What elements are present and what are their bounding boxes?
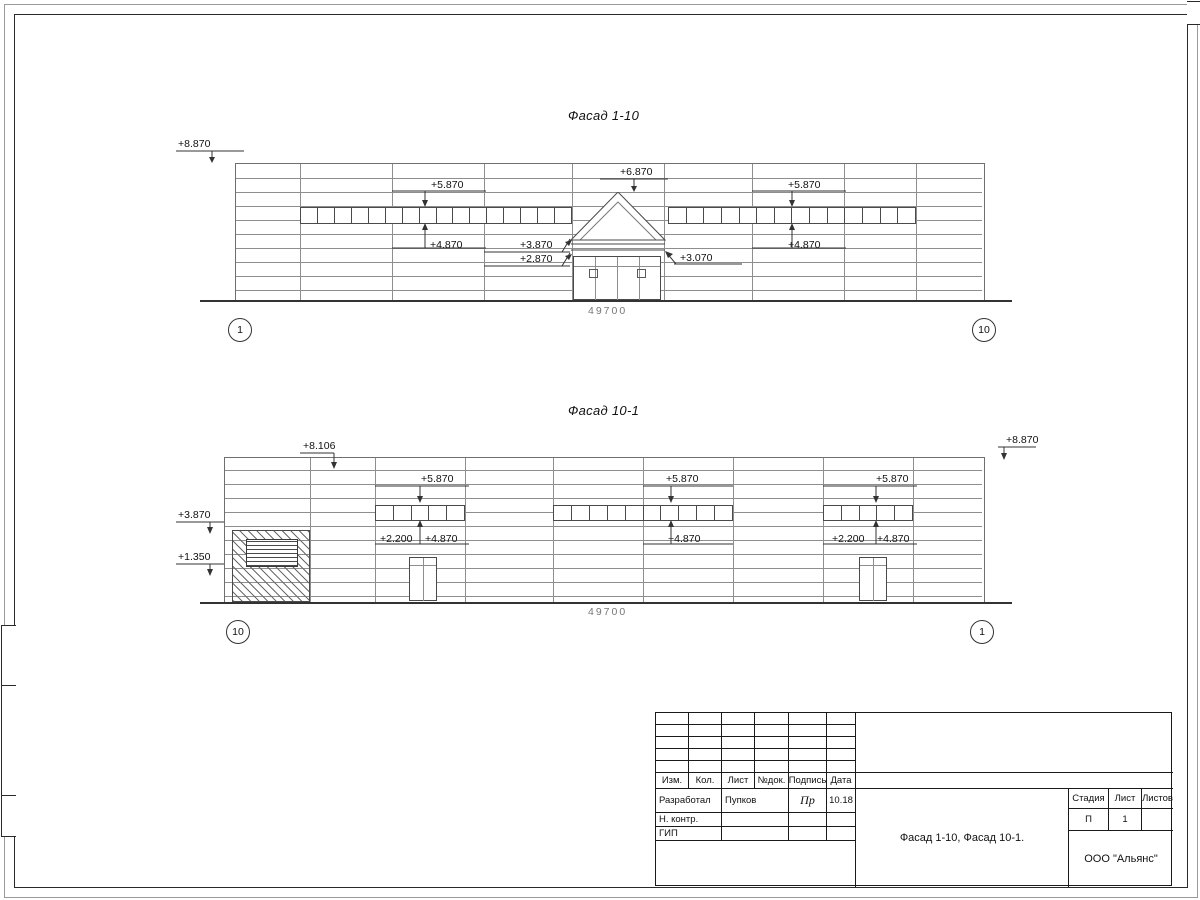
level-leader (600, 178, 670, 196)
axis-bubble-right: 1 (970, 620, 994, 644)
level-leader (300, 452, 346, 472)
level-mark: +2.870 (520, 253, 553, 265)
level-mark: +5.870 (421, 473, 454, 485)
level-leader (176, 521, 226, 537)
level-leader (484, 250, 572, 268)
tb-blank (689, 713, 722, 725)
tb-blank (789, 725, 827, 737)
tb-lists-header: Листов (1142, 789, 1173, 809)
facade-column (300, 164, 301, 300)
tb-blank (656, 749, 689, 761)
tb-date-developer: 10.18 (827, 789, 856, 813)
level-mark: +4.870 (788, 239, 821, 251)
level-leader (823, 485, 919, 507)
level-mark: +8.106 (303, 440, 336, 452)
tb-blank (789, 749, 827, 761)
level-leader (752, 190, 848, 210)
tb-blank (722, 713, 755, 725)
tb-blank (827, 725, 856, 737)
tb-name-ncontrol (722, 813, 789, 827)
door-rail (574, 266, 660, 267)
tb-blank (755, 749, 789, 761)
tb-signature-developer: Пр (789, 789, 827, 813)
level-leader (643, 485, 735, 507)
axis-bubble-left: 1 (228, 318, 252, 342)
axis-bubble-right: 10 (972, 318, 996, 342)
tb-stage-header: Стадия (1069, 789, 1109, 809)
facade-column (916, 164, 917, 300)
level-leader (664, 248, 744, 268)
level-leader (176, 563, 226, 579)
level-mark: +4.870 (877, 533, 910, 545)
tb-col-izm: Изм. (656, 773, 689, 789)
level-mark: +4.870 (430, 239, 463, 251)
axis-bubble-left: 10 (226, 620, 250, 644)
tb-blank (656, 737, 689, 749)
tb-blank (789, 737, 827, 749)
tb-blank (656, 841, 856, 887)
level-mark: +6.870 (620, 166, 653, 178)
title-block (655, 712, 1172, 886)
tb-blank (856, 773, 1173, 789)
level-leader (392, 190, 488, 210)
margin-stub (1187, 1, 1200, 25)
tb-blank (755, 737, 789, 749)
tb-list-header: Лист (1109, 789, 1142, 809)
tb-col-kol: Кол. (689, 773, 722, 789)
louver-grille (246, 539, 298, 567)
door-mullion (639, 257, 640, 300)
tb-sheet-name: Фасад 1-10, Фасад 10-1. (856, 789, 1069, 887)
tb-blank (827, 713, 856, 725)
facade-top-dimension: 49700 (588, 305, 628, 317)
level-mark: +5.870 (788, 179, 821, 191)
tb-col-ndok: №док. (755, 773, 789, 789)
facade-column (553, 458, 554, 602)
tb-blank (827, 737, 856, 749)
margin-stub (1, 625, 16, 687)
tb-signature-gip (789, 827, 827, 841)
door-mullion (617, 257, 618, 300)
facade-bottom-title: Фасад 10-1 (568, 403, 640, 418)
level-leader (176, 150, 246, 164)
door-mullion (595, 257, 596, 300)
tb-lists-value (1142, 809, 1173, 831)
tb-blank (722, 749, 755, 761)
tb-blank (656, 713, 689, 725)
tb-signature-ncontrol (789, 813, 827, 827)
ground-line-bottom (200, 602, 1012, 604)
door-mullion (873, 558, 874, 601)
level-mark: +3.070 (680, 252, 713, 264)
tb-company: ООО "Альянс" (1084, 853, 1158, 865)
tb-blank (722, 725, 755, 737)
tb-col-podpis: Подпись (789, 773, 827, 789)
tb-blank (656, 725, 689, 737)
level-leader (643, 518, 735, 546)
tb-role-developer: Разработал (656, 789, 722, 813)
level-mark: +5.870 (876, 473, 909, 485)
level-leader (375, 485, 471, 507)
tb-name-developer: Пупков (722, 789, 789, 813)
tb-blank (755, 725, 789, 737)
tb-blank (689, 725, 722, 737)
tb-col-data: Дата (827, 773, 856, 789)
tb-role-ncontrol: Н. контр. (656, 813, 722, 827)
level-leader (752, 222, 848, 250)
level-mark: +4.870 (668, 533, 701, 545)
tb-blank (722, 737, 755, 749)
tb-role-gip: ГИП (656, 827, 722, 841)
tb-blank (789, 713, 827, 725)
tb-col-list: Лист (722, 773, 755, 789)
level-mark: +8.870 (178, 138, 211, 150)
tb-blank (689, 737, 722, 749)
tb-name-gip (722, 827, 789, 841)
level-mark: +3.870 (520, 239, 553, 251)
facade-bottom-dimension: 49700 (588, 606, 628, 618)
tb-blank (755, 761, 789, 773)
ground-line-top (200, 300, 1012, 302)
level-leader (998, 446, 1038, 464)
door-panel (589, 269, 598, 278)
tb-stage-value: П (1069, 809, 1109, 831)
level-mark: +4.870 (425, 533, 458, 545)
level-mark: +5.870 (431, 179, 464, 191)
tb-blank (656, 761, 689, 773)
tb-blank (827, 761, 856, 773)
margin-stub (1, 795, 16, 837)
facade-top-title: Фасад 1-10 (568, 108, 640, 123)
tb-blank (755, 713, 789, 725)
door-panel (637, 269, 646, 278)
margin-stub (1, 685, 16, 797)
level-mark: +1.350 (178, 551, 211, 563)
tb-list-value: 1 (1109, 809, 1142, 831)
tb-upper-right-blank (856, 713, 1173, 773)
door-mullion (423, 558, 424, 601)
level-mark: +2.200 (832, 533, 865, 545)
level-mark: +3.870 (178, 509, 211, 521)
entrance-gable (570, 192, 666, 252)
facade-column (310, 458, 311, 602)
tb-blank (689, 749, 722, 761)
tb-blank (689, 761, 722, 773)
level-leader (392, 222, 488, 250)
tb-blank (827, 749, 856, 761)
tb-blank (722, 761, 755, 773)
level-mark: +2.200 (380, 533, 413, 545)
facade-line (225, 554, 982, 555)
level-mark: +5.870 (666, 473, 699, 485)
level-mark: +8.870 (1006, 434, 1039, 446)
tb-date-ncontrol (827, 813, 856, 827)
tb-date-gip (827, 827, 856, 841)
tb-blank (789, 761, 827, 773)
